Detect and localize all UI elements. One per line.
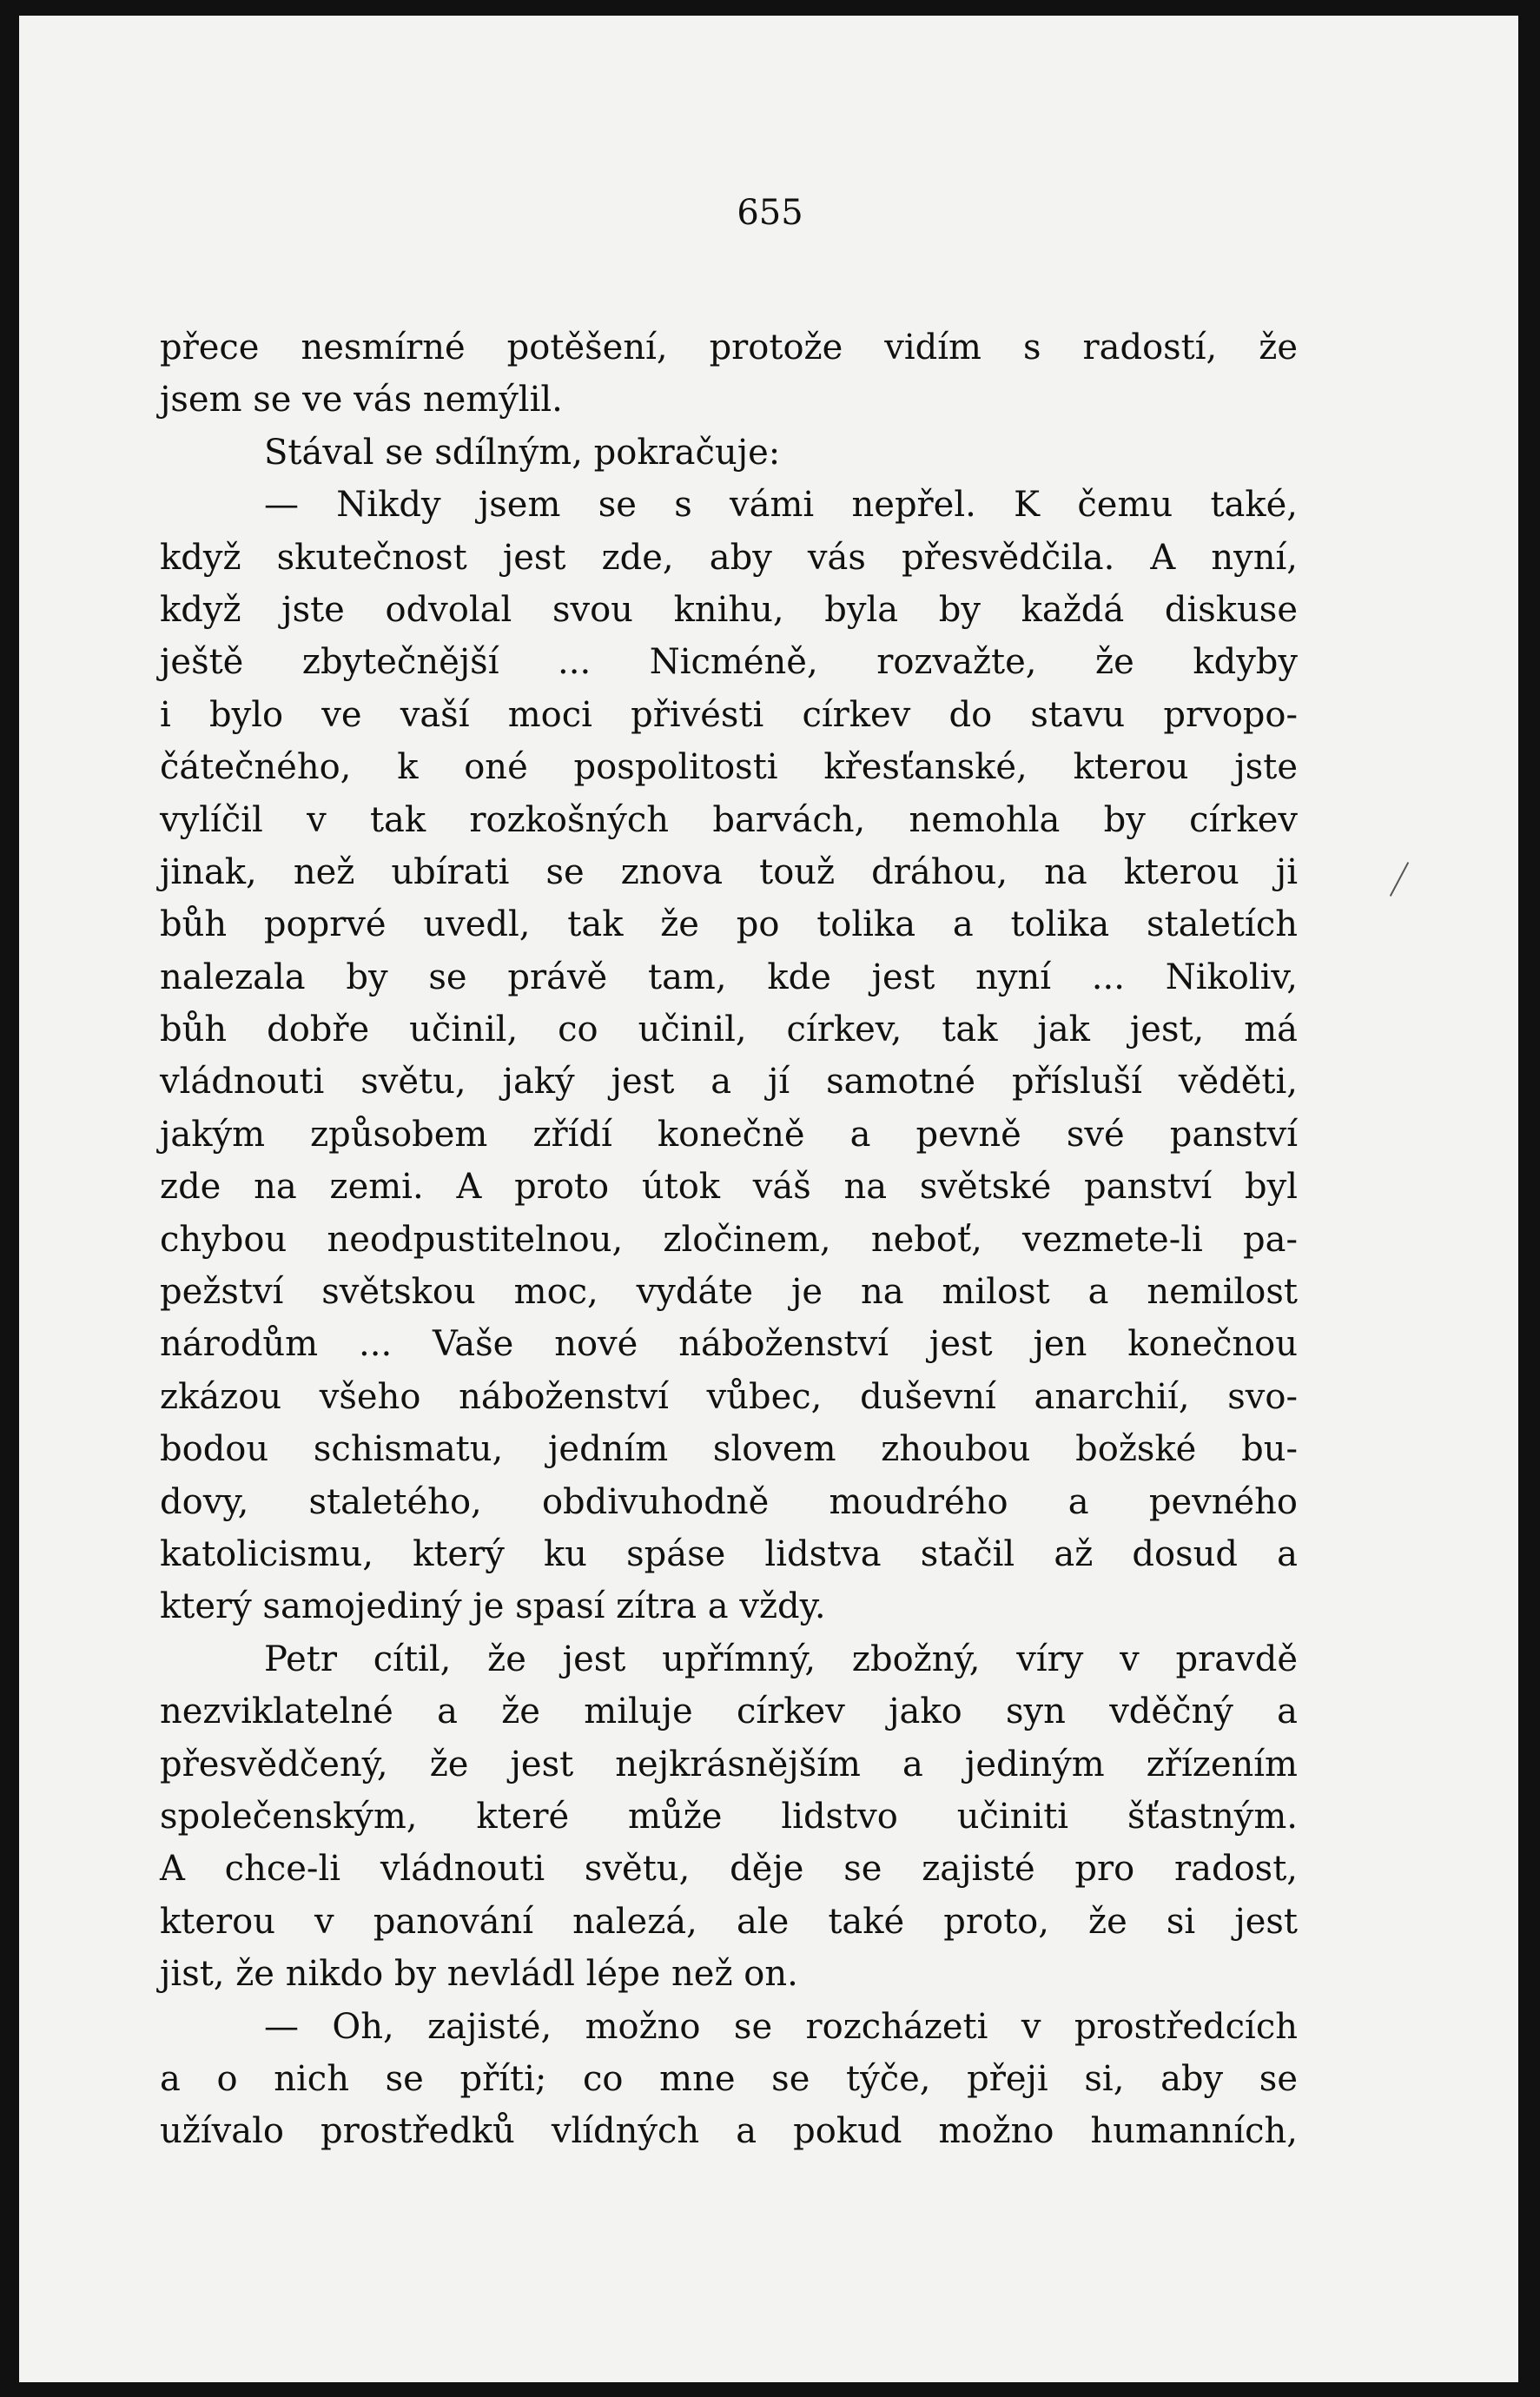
text-column [160, 321, 1298, 2158]
text-line: nezviklatelné a že miluje církev jako syn vděčný a [160, 1692, 1298, 1732]
text-line: zde na zemi. A proto útok váš na světské panství byl [160, 1167, 1298, 1208]
text-line: nalezala by se právě tam, kde jest nyní ... Nikoliv, [160, 957, 1298, 997]
text-line: když skutečnost jest zde, aby vás přesvědčila. A nyní, [160, 537, 1298, 578]
text-line: a o nich se příti; co mne se týče, přeji si, aby se [160, 2058, 1298, 2099]
text-line: jsem se ve vás nemýlil. [160, 380, 563, 420]
text-line: Stával se sdílným, pokračuje: [264, 432, 781, 473]
text-line: jinak, než ubírati se znova touž dráhou, na kterou ji [160, 851, 1298, 892]
text-line: — Nikdy jsem se s vámi nepřel. K čemu také, [264, 485, 1298, 526]
text-line: jist, že nikdo by nevládl lépe než on. [160, 1954, 798, 1995]
text-line: společenským, které může lidstvo učiniti šťastným. [160, 1796, 1298, 1837]
text-line: bodou schismatu, jedním slovem zhoubou božské bu- [160, 1429, 1298, 1470]
text-line: bůh dobře učinil, co učinil, církev, tak jak jest, má [160, 1010, 1298, 1050]
text-line: chybou neodpustitelnou, zločinem, neboť, vezmete-li pa- [160, 1219, 1298, 1260]
text-line: dovy, staletého, obdivuhodně moudrého a pevného [160, 1481, 1298, 1522]
text-line: bůh poprvé uvedl, tak že po tolika a tolika staletích [160, 904, 1298, 945]
text-line: zkázou všeho náboženství vůbec, duševní anarchií, svo- [160, 1376, 1298, 1417]
text-line: přesvědčený, že jest nejkrásnějším a jediným zřízením [160, 1744, 1298, 1785]
page-number: 655 [737, 193, 803, 233]
text-line: který samojediný je spasí zítra a vždy. [160, 1586, 826, 1627]
text-line: A chce-li vládnouti světu, děje se zajisté pro radost, [160, 1849, 1298, 1890]
text-line: národům ... Vaše nové náboženství jest jen konečnou [160, 1324, 1298, 1365]
text-line: čátečného, k oné pospolitosti křesťanské, kterou jste [160, 747, 1298, 788]
text-line: přece nesmírné potěšení, protože vidím s radostí, že [160, 328, 1298, 367]
text-line: Petr cítil, že jest upřímný, zbožný, víry v pravdě [264, 1639, 1298, 1679]
text-line: ještě zbytečnější ... Nicméně, rozvažte, že kdyby [160, 642, 1298, 683]
text-line: jakým způsobem zřídí konečně a pevně své panství [160, 1114, 1298, 1155]
text-line: — Oh, zajisté, možno se rozcházeti v prostředcích [264, 2006, 1298, 2047]
text-line: vylíčil v tak rozkošných barvách, nemohla by církev [160, 799, 1298, 840]
text-line: pežství světskou moc, vydáte je na milost a nemilost [160, 1272, 1298, 1313]
text-line: vládnouti světu, jaký jest a jí samotné přísluší věděti, [160, 1062, 1298, 1102]
text-line: užívalo prostředků vlídných a pokud možno humanních, [160, 2111, 1298, 2152]
text-line: i bylo ve vaší moci přivésti církev do stavu prvopo- [160, 694, 1298, 735]
text-line: kterou v panování nalezá, ale také proto, že si jest [160, 1901, 1298, 1942]
text-line: když jste odvolal svou knihu, byla by každá diskuse [160, 589, 1298, 630]
text-line: katolicismu, který ku spáse lidstva stačil až dosud a [160, 1533, 1298, 1574]
